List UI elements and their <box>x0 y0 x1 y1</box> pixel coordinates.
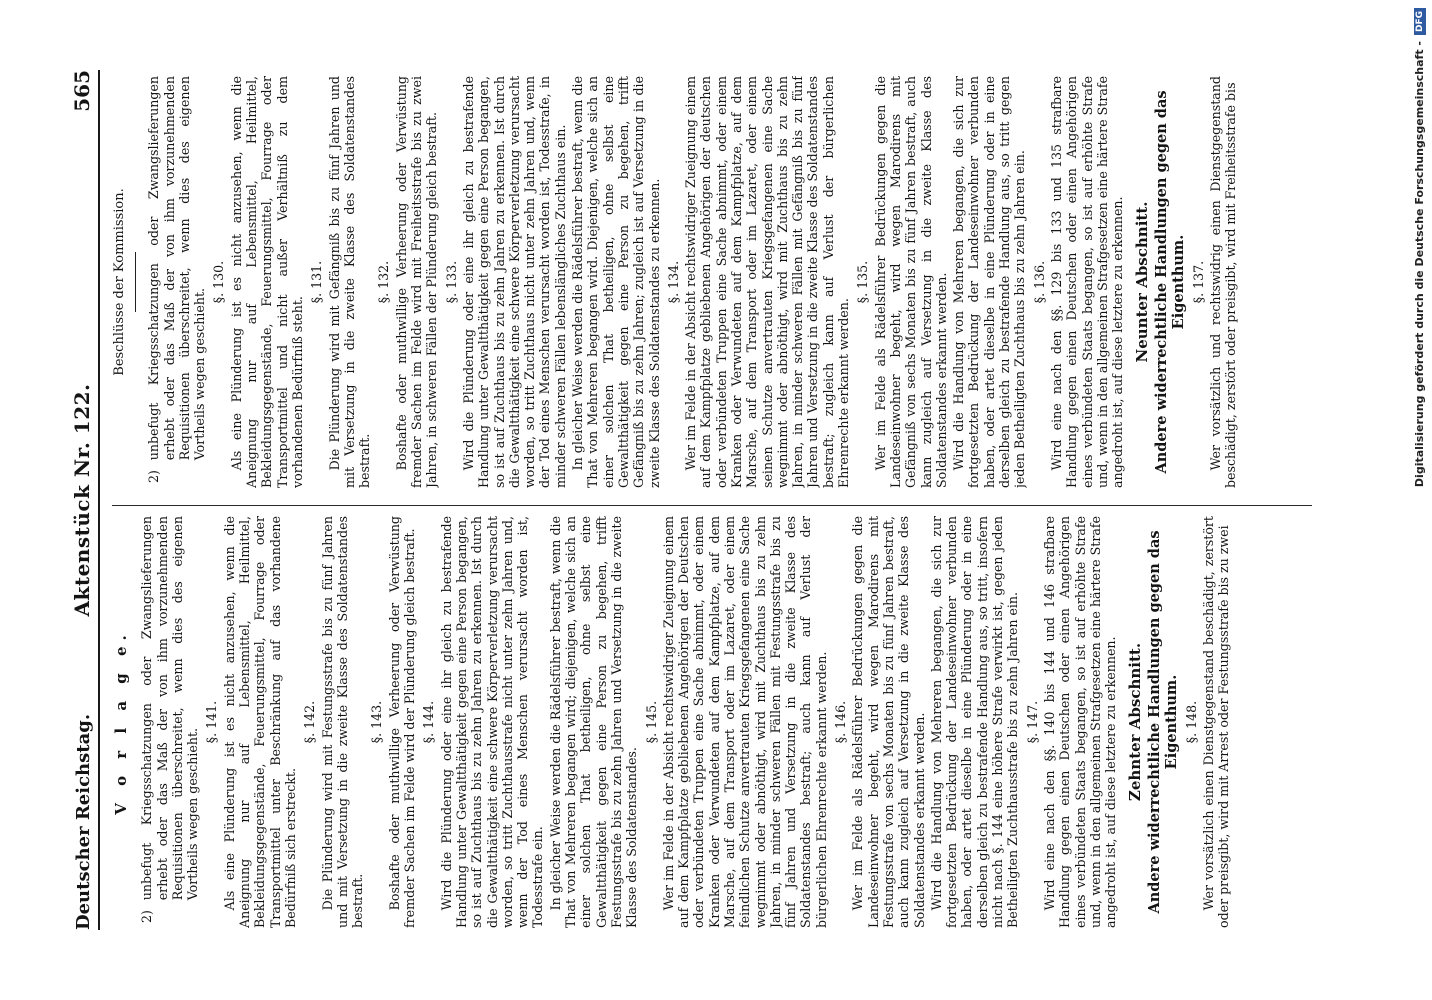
column-kommission <box>112 76 1312 488</box>
paragraph: Als eine Plünderung ist es nicht anzusehen, wenn die Aneignung nur auf Lebensmittel, Heilmittel, Bekleidungsgegenstände, Feuerungsmittel, Fourrage oder Transportmittel und nicht außer Verhältniß zu dem vorhandenen Bedürfniß steht. <box>228 76 305 488</box>
paragraph: Boshafte oder muthwillige Verheerung oder Verwüstung fremder Sachen im Felde wird der Plünderung gleich bestraft. <box>386 516 418 928</box>
header-publication: Deutscher Reichstag. <box>73 713 94 930</box>
section-number: §. 144. <box>421 700 437 744</box>
page-number: 565 <box>70 70 94 112</box>
column-title: Beschlüsse der Kommission. <box>112 188 127 376</box>
paragraph: Wird die Plünderung oder eine ihr gleich zu bestrafende Handlung unter Gewaltthätigkeit gegen eine Person begangen, so ist auf Zuchthaus bis zu zehn Jahren zu erkennen. Ist durch die Gewaltthätigkeit eine schwere Körperverletzung verursacht worden, so tritt Zuchthaus nicht unter zehn Jahren und, wenn der Tod eines Menschen verursacht worden ist, Todesstrafe, in minder schweren Fällen lebenslängliches Zuchthaus ein. <box>460 76 568 488</box>
section-number: §. 146. <box>833 700 849 744</box>
chapter-subheading: Andere widerrechtliche Handlungen gegen das Eigenthum. <box>1145 530 1180 914</box>
item-number: 2) <box>139 910 155 923</box>
paragraph: Wer vorsätzlich einen Dienstgegenstand beschädigt, zerstört oder preisgibt, wird mit Arrest oder Festungsstrafe bis zu zwei <box>1201 516 1232 928</box>
column-vorlage <box>112 516 1312 928</box>
section-number: §. 134. <box>665 260 681 304</box>
chapter-heading: Neunter Abschnitt. <box>1133 201 1152 363</box>
section-number: §. 148. <box>1183 700 1199 744</box>
header-document-number: Aktenstück Nr. 122. <box>70 383 94 617</box>
credit-strip <box>1407 0 1432 1000</box>
column-divider <box>112 505 1312 506</box>
paragraph: Boshafte oder muthwillige Verheerung oder Verwüstung fremder Sachen im Felde wird mit Freiheitsstrafe bis zu zwei Jahren, in schweren Fällen der Plünderung gleich bestraft. <box>393 76 440 488</box>
paragraph: Die Plünderung wird mit Gefängniß bis zu fünf Jahren und mit Versetzung in die zweite Klasse des Soldatenstandes bestraft. <box>326 76 373 488</box>
paragraph: Wer im Felde in der Absicht rechtswidriger Zueignung einem auf dem Kampfplatze gebliebenen Angehörigen der Deutschen oder verbündeten Truppen eine Sache abnimmt, oder einem Kranken oder Verwundeten auf dem Kampfplatze, auf dem Marsche, auf dem Transport oder im Lazaret, oder einem feindlichen Schutze anvertrauten Kriegsgefangenen eine Sache wegnimmt oder abnöthigt, wird mit Zuchthaus bis zu zehn Jahren, in minder schweren Fällen mit Festungsstrafe bis zu fünf Jahren und Versetzung in die zweite Klasse des Soldatenstandes bestraft; auch kann auf Verlust der bürgerlichen Ehrenrechte erkannt werden. <box>660 516 829 928</box>
paragraph: In gleicher Weise werden die Rädelsführer bestraft, wenn die That von Mehreren begangen wird; diejenigen, welche sich an einer solchen That betheiligen, ohne selbst eine Gewaltthätigkeit gegen eine Person zu begehen, trifft Festungsstrafe bis zu zehn Jahren und Versetzung in die zweite Klasse des Soldatenstandes. <box>547 516 640 928</box>
dfg-logo: DFG <box>1414 8 1426 35</box>
section-number: §. 137. <box>1190 260 1206 304</box>
page-header <box>58 70 100 930</box>
digitization-credit <box>1407 0 1432 1000</box>
paragraph: In gleicher Weise werden die Rädelsführer bestraft, wenn die That von Mehreren begangen wird. Diejenigen, welche sich an einer solchen That betheiligen, ohne selbst eine Gewaltthätigkeit gegen eine Person zu begehen, trifft Gefängniß bis zu zehn Jahren; zugleich ist auf Versetzung in die zweite Klasse des Soldatenstandes zu erkennen. <box>570 76 662 488</box>
paragraph: Wer im Felde als Rädelsführer Bedrückungen gegen die Landeseinwohner begeht, wird wegen Marodirens mit Gefängniß von sechs Monaten bis zu fünf Jahren bestraft, auch kann zugleich auf Versetzung in die zweite Klasse des Soldatenstandes erkannt werden. <box>872 76 949 488</box>
section-number: §. 130. <box>211 260 227 304</box>
section-number: §. 145. <box>643 700 659 744</box>
section-number: §. 131. <box>309 260 325 304</box>
paragraph: Wer im Felde als Rädelsführer Bedrückungen gegen die Landeseinwohner begeht, wird wegen Marodirens mit Festungsstrafe von sechs Monaten bis zu fünf Jahren bestraft, auch kann zugleich auf Versetzung in die zweite Klasse des Soldatenstandes erkannt werden. <box>850 516 927 928</box>
item-number: 2) <box>146 470 162 483</box>
section-number: §. 143. <box>369 700 385 744</box>
section-number: §. 142. <box>302 700 318 744</box>
credit-text: Digitalisierung gefördert durch die Deutsche Forschungsgemeinschaft - <box>1413 41 1426 488</box>
section-number: §. 136. <box>1031 260 1047 304</box>
list-item <box>139 516 200 928</box>
paragraph: Wird eine nach den §§. 140 bis 144 und 146 strafbare Handlung gegen einen Deutschen oder einen Angehörigen eines verbündeten Staats begangen, so ist auf erhöhte Strafe und, wenn in den allgemeinen Strafgesetzen eine härtere Strafe angedroht ist, auf diese letztere zu erkennen. <box>1041 516 1119 928</box>
paragraph: Als eine Plünderung ist es nicht anzusehen, wenn die Aneignung nur auf Lebensmittel, Heilmittel, Bekleidungsgegenstände, Feuerungsmittel, Fourrage oder Transportmittel unter Beschränkung auf das vorhandene Bedürfniß sich erstreckt. <box>221 516 298 928</box>
section-number: §. 133. <box>443 260 459 304</box>
list-item <box>146 76 207 488</box>
item-text: unbefugt Kriegsschatzungen oder Zwangslieferungen erhebt oder das Maß der von ihm vorzunehmenden Requisitionen überschreitet, wenn dies des eigenen Vortheils wegen geschieht. <box>139 516 201 901</box>
section-number: §. 141. <box>204 700 220 744</box>
paragraph: Wer vorsätzlich und rechtswidrig einen Dienstgegenstand beschädigt, zerstört oder preisgibt, wird mit Freiheitsstrafe bis <box>1208 76 1239 488</box>
paragraph: Wird eine nach den §§. 129 bis 133 und 135 strafbare Handlung gegen einen Deutschen oder einen Angehörigen eines verbündeten Staats begangen, so ist auf erhöhte Strafe und, wenn in den allgemeinen Strafgesetzen eine härtere Strafe angedroht ist, auf diese letztere zu erkennen. <box>1048 76 1126 488</box>
chapter-subheading: Andere widerrechtliche Handlungen gegen das Eigenthum. <box>1152 90 1187 474</box>
paragraph: Wird die Handlung von Mehreren begangen, die sich zur fortgesetzten Bedrückung der Landeseinwohner verbunden haben, oder artet dieselbe in eine Plünderung oder in eine derselben gleich zu bestrafende Handlung aus, so tritt, insofern nicht nach §. 144 eine höhere Strafe verwirkt ist, gegen jeden Betheiligten Zuchthausstrafe bis zu zehn Jahren ein. <box>928 516 1021 928</box>
section-number: §. 135. <box>855 260 871 304</box>
chapter-heading: Zehnter Abschnitt. <box>1126 642 1145 802</box>
paragraph: Wird die Plünderung oder eine ihr gleich zu bestrafende Handlung unter Gewaltthätigkeit gegen eine Person begangen, so ist auf Zuchthaus bis zu zehn Jahren zu erkennen. Ist durch die Gewaltthätigkeit eine schwere Körperverletzung verursacht worden, so tritt Zuchthausstrafe nicht unter zehn Jahren und, wenn der Tod eines Menschen verursacht worden ist, Todesstrafe ein. <box>438 516 546 928</box>
section-number: §. 132. <box>376 260 392 304</box>
item-text: unbefugt Kriegsschatzungen oder Zwangslieferungen erhebt oder das Maß der von ihm vorzunehmenden Requisitionen überschreitet, wenn dies des eigenen Vortheils wegen geschieht. <box>146 76 208 461</box>
paragraph: Die Plünderung wird mit Festungsstrafe bis zu fünf Jahren und mit Versetzung in die zweite Klasse des Soldatenstandes bestraft. <box>319 516 366 928</box>
column-title: V o r l a g e. <box>112 629 130 815</box>
title-rule <box>135 252 136 312</box>
section-number: §. 147. <box>1024 700 1040 744</box>
paragraph: Wer im Felde in der Absicht rechtswidriger Zueignung einem auf dem Kampfplatze gebliebenen Angehörigen der deutschen oder verbündeten Truppen eine Sache abnimmt, oder einem Kranken oder Verwundeten auf dem Kampfplatze, auf dem Marsche, auf dem Transport oder im Lazaret, oder einem seinen Schutze anvertrauten Kriegsgefangenen eine Sache wegnimmt oder abnöthigt, wird mit Zuchthaus bis zu zehn Jahren, in minder schweren Fällen mit Gefängniß bis zu fünf Jahren und Versetzung in die zweite Klasse des Soldatenstandes bestraft; zugleich kann auf Verlust der bürgerlichen Ehrenrechte erkannt werden. <box>683 76 852 488</box>
paragraph: Wird die Handlung von Mehreren begangen, die sich zur fortgesetzten Bedrückung der Landeseinwohner verbunden haben, oder artet dieselbe in eine Plünderung oder in eine derselben gleich zu bestrafende Handlung aus, so tritt gegen jeden Betheiligten Zuchthaus bis zu zehn Jahren ein. <box>951 76 1028 488</box>
